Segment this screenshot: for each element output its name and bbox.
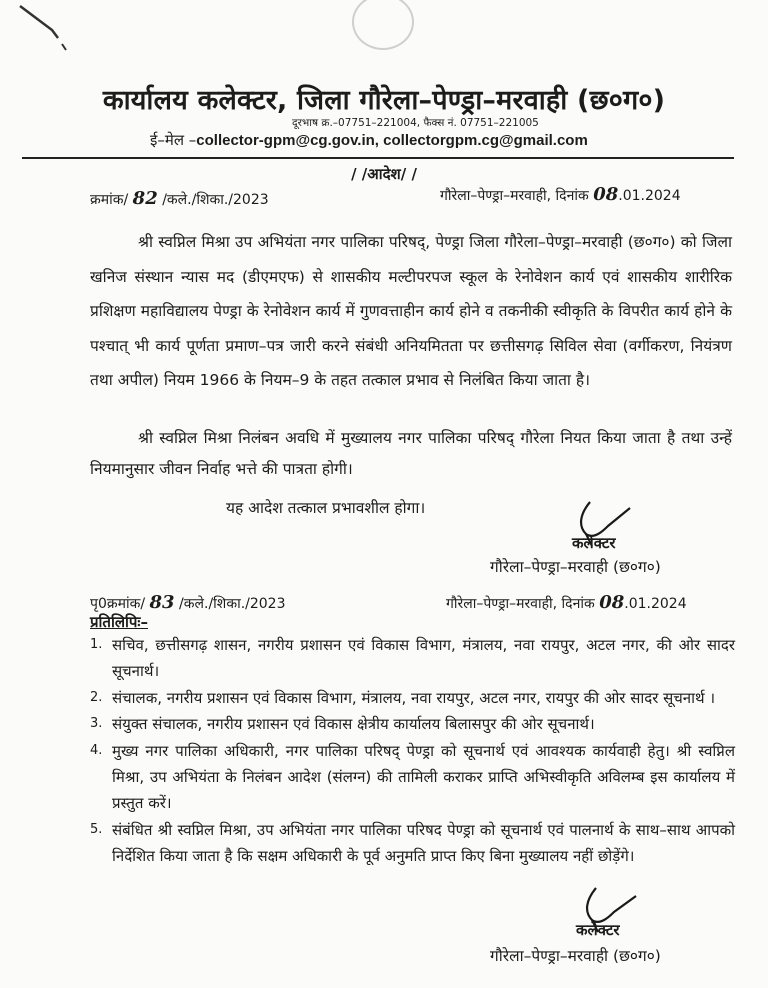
signatory-title-2: कलेक्टर bbox=[576, 921, 620, 939]
list-item-text: संयुक्त संचालक, नगरीय प्रशासन एवं विकास क्षेत्रीय कार्यालय बिलासपुर की ओर सूचनार्थ। bbox=[112, 715, 595, 734]
endorsement-ref-number-handwritten: 83 bbox=[149, 592, 175, 613]
order-reference bbox=[90, 188, 269, 209]
list-number: 5. bbox=[90, 821, 103, 837]
order-place-date bbox=[440, 184, 681, 205]
list-item-text: सचिव, छत्तीसगढ़ शासन, नगरीय प्रशासन एवं विकास विभाग, मंत्रालय, नवा रायपुर, अटल नगर, की ओर सादर सूचनार्थ। bbox=[112, 636, 735, 681]
list-item-text: संचालक, नगरीय प्रशासन एवं विकास विभाग, मंत्रालय, नवा रायपुर, अटल नगर, रायपुर की ओर सादर सूचनार्थ । bbox=[112, 688, 716, 707]
list-number: 3. bbox=[90, 716, 103, 732]
email-label: ई–मेल – bbox=[150, 131, 197, 149]
order-paragraph-1: श्री स्वप्निल मिश्रा उप अभियंता नगर पालिका परिषद्, पेण्ड्रा जिला गौरेला–पेण्ड्रा–मरवाही (छ०ग०) को जिला खनिज संस्थान न्यास मद (डीएमएफ) से शासकीय मल्टीपरपज स्कूल के रेनोवेशन कार्य एवं शासकीय शारीरिक प्रशिक्षण महाविद्यालय पेण्ड्रा के रेनोवेशन कार्य में गुणवत्ताहीन कार्य होने व तकनीकी स्वीकृति के विपरीत कार्य होने के पश्चात् भी कार्य पूर्णता प्रमाण–पत्र जारी करने संबंधी अनियमितता पर छत्तीसगढ़ सिविल सेवा (वर्गीकरण, नियंत्रण तथा अपील) नियम 1966 के नियम–9 के तहत तत्काल प्रभाव से निलंबित किया जाता है। bbox=[90, 233, 732, 390]
order-effect-line: यह आदेश तत्काल प्रभावशील होगा। bbox=[226, 499, 426, 517]
office-heading: कार्यालय कलेक्टर, जिला गौरेला–पेण्ड्रा–मरवाही (छ०ग०) bbox=[102, 85, 666, 116]
ref-suffix: /कले./शिका./2023 bbox=[162, 192, 269, 208]
list-item bbox=[90, 685, 735, 711]
signatory-place-1: गौरेला–पेण्ड्रा–मरवाही (छ०ग०) bbox=[490, 558, 661, 576]
order-title: / /आदेश/ / bbox=[351, 165, 417, 183]
endorsement-place-date-prefix: गौरेला–पेण्ड्रा–मरवाही, दिनांक bbox=[446, 596, 595, 612]
endorsement-date-suffix: .01.2024 bbox=[624, 596, 687, 612]
faint-seal-stamp bbox=[352, 0, 414, 50]
list-number: 2. bbox=[90, 689, 103, 705]
ref-prefix: क्रमांक/ bbox=[90, 192, 129, 208]
list-item bbox=[90, 817, 735, 870]
list-item-text: मुख्य नगर पालिका अधिकारी, नगर पालिका परिषद् पेण्ड्रा को सूचनार्थ एवं आवश्यक कार्यवाही हेतु। श्री स्वप्निल मिश्रा, उप अभियंता के निलंबन आदेश (संलग्न) की तामिली कराकर प्राप्ति अभिस्वीकृति अविलम्ब इस कार्यालय में प्रस्तुत करें। bbox=[112, 741, 735, 813]
place-date-prefix: गौरेला–पेण्ड्रा–मरवाही, दिनांक bbox=[440, 188, 589, 204]
email-line bbox=[150, 130, 588, 150]
copy-list bbox=[90, 632, 735, 870]
list-number: 1. bbox=[90, 637, 103, 652]
letterhead-divider bbox=[22, 157, 734, 159]
list-item-text: संबंधित श्री स्वप्निल मिश्रा, उप अभियंता नगर पालिका परिषद पेण्ड्रा को सूचनार्थ एवं पालनार्थ के साथ–साथ आपको निर्देशित किया जाता है कि सक्षम अधिकारी के पूर्व अनुमति प्राप्त किए बिना मुख्यालय नहीं छोड़ेंगे। bbox=[112, 820, 735, 866]
scan-corner-mark bbox=[18, 4, 78, 54]
endorsement-day-handwritten: 08 bbox=[599, 592, 625, 613]
list-number: 4. bbox=[90, 742, 103, 758]
endorsement-ref-prefix: पृ0क्रमांक/ bbox=[90, 596, 146, 612]
copy-heading: प्रतिलिपिः– bbox=[90, 613, 148, 631]
endorsement-ref-suffix: /कले./शिका./2023 bbox=[179, 596, 286, 612]
endorsement-place-date bbox=[446, 592, 687, 613]
email-address: collector-gpm@cg.gov.in, collectorgpm.cg@gmail.com bbox=[196, 132, 588, 149]
signatory-place-2: गौरेला–पेण्ड्रा–मरवाही (छ०ग०) bbox=[490, 947, 661, 965]
ref-number-handwritten: 82 bbox=[132, 188, 158, 209]
signatory-title-1: कलेक्टर bbox=[572, 534, 616, 552]
phone-fax-line: दूरभाष क्र.–07751–221004, फैक्स नं. 07751–221005 bbox=[292, 117, 539, 129]
list-item bbox=[90, 738, 735, 817]
list-item bbox=[90, 632, 735, 685]
list-item bbox=[90, 711, 735, 737]
order-paragraph-2: श्री स्वप्निल मिश्रा निलंबन अवधि में मुख्यालय नगर पालिका परिषद् गौरेला नियत किया जाता है तथा उन्हें नियमानुसार जीवन निर्वाह भत्ते की पात्रता होगी। bbox=[90, 429, 732, 478]
date-suffix: .01.2024 bbox=[618, 188, 681, 204]
endorsement-reference bbox=[90, 592, 286, 613]
date-day-handwritten: 08 bbox=[593, 184, 619, 205]
